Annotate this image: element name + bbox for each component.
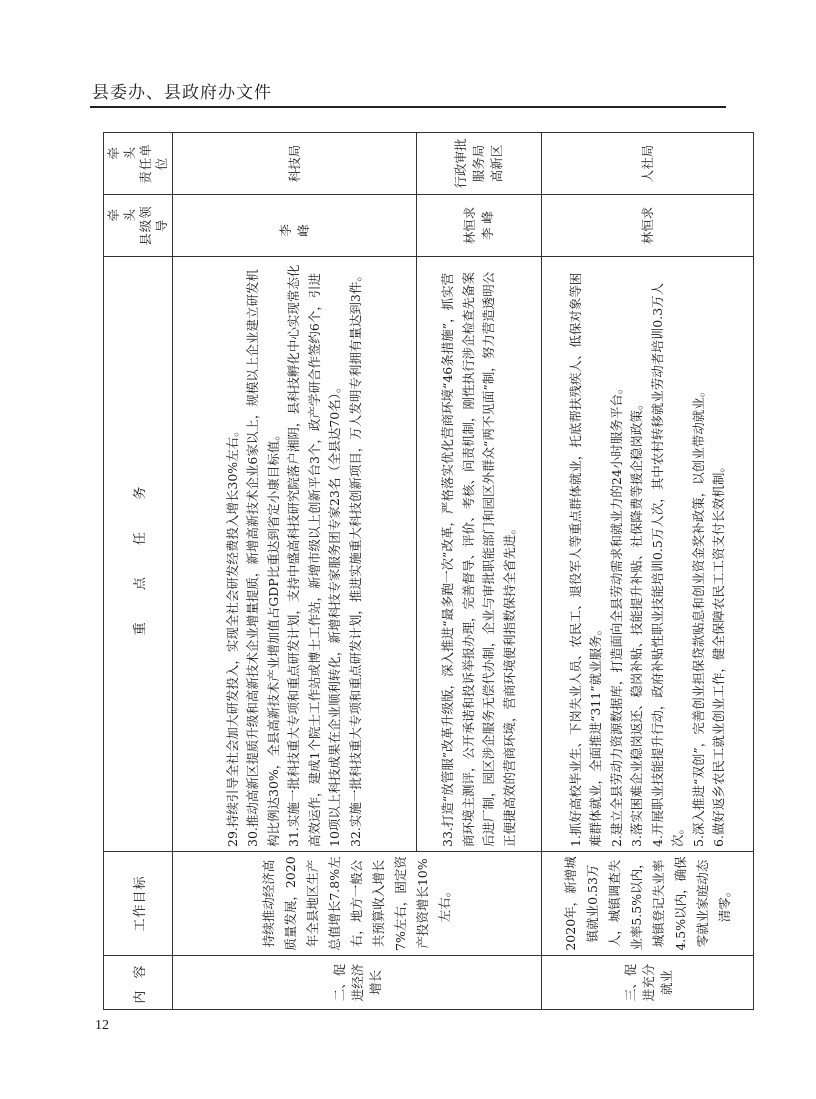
- header-unit-bottom: 责任单位: [138, 143, 169, 184]
- row-tasks: [173, 257, 417, 852]
- task-item: 4.开展职业技能提升行动，政府补贴性职业技能培训0.5万人次，其中农村转移就业劳动者培训0.3万人次。: [649, 282, 685, 847]
- row-content: 二、促进经济增长: [173, 956, 542, 1010]
- header-leader: [104, 195, 173, 257]
- task-item: 5.深入推进“双创”，完善创业担保贷款贴息和创业资金奖补政策，以创业带动就业。: [690, 384, 706, 847]
- task-table-container: [103, 132, 732, 1010]
- document-header: 县委办、县政府办文件: [92, 83, 272, 103]
- row-tasks: [417, 257, 542, 852]
- row-unit: 科技局: [173, 133, 417, 195]
- header-divider: [90, 106, 726, 108]
- row-leader: 林恒求 李 峰: [417, 195, 542, 257]
- row-content: 三、促进充分就业: [542, 956, 754, 1010]
- header-leader-bottom: 县级领导: [138, 205, 169, 246]
- page-number: 12: [95, 1018, 109, 1033]
- rotated-table: [103, 132, 732, 1010]
- row-goal: 2020年，新增城镇就业0.53万人，城镇调查失业率5.5%以内，城镇登记失业率4.5%以内，确保零就业家庭动态清零。: [542, 852, 754, 956]
- header-unit: [104, 133, 173, 195]
- task-item: 1.抓好高校毕业生、下岗失业人员、农民工、退役军人等重点群体就业，托底帮扶残疾人、低保对象等困难群体就业，全面推进“311”就业服务。: [567, 272, 603, 847]
- header-goal: 工作目标: [104, 852, 173, 956]
- task-item: 2.建立全县劳动力资源数据库，打造面向全县劳动需求和就业力的24小时服务平台。: [608, 381, 624, 847]
- table-row: [173, 133, 417, 1010]
- table-header-row: [104, 133, 173, 1010]
- row-goal: 持续推动经济高质量发展，2020年全县地区生产总值增长7.8%左右，地方一般公共预算收入增长7%左右，固定资产投资增长10%左右。: [173, 852, 542, 956]
- task-table: [103, 132, 754, 1010]
- task-item: 32.实施一批科技重大专项和重点研发计划，推进实施重大科技创新项目，万人发明专利拥有量达到3件。: [347, 269, 363, 847]
- table-row: [542, 133, 754, 1010]
- header-content: 内 容: [104, 956, 173, 1010]
- header-unit-top: 牵 头: [106, 137, 137, 160]
- header-task: 重 点 任 务: [104, 257, 173, 852]
- task-item: 30.推动高新区提质升级和高新技术企业增量提质，新增高新技术企业6家以上，规模以上企业建立研发机构比例达30%，全县高新技术产业增加值占GDP比重达到省定小康目标值。: [245, 269, 281, 847]
- row-unit: 行政审批服务局 高新区: [417, 133, 542, 195]
- task-item: 6.做好返乡农民工就业创业工作，健全保障农民工工资支付长效机制。: [711, 460, 726, 847]
- task-item: 3.落实困难企业稳岗返还、稳岗补贴、技能提升补贴、社保降费等援企稳岗政策。: [629, 397, 644, 847]
- row-leader: 李 峰: [173, 195, 417, 257]
- row-leader: 林恒求: [542, 195, 754, 257]
- row-unit: 人社局: [542, 133, 754, 195]
- task-item: 29.持续引导全社会加大研发投入，实现全社会研发经费投入增长30%左右。: [224, 424, 240, 847]
- header-leader-top: 牵 头: [106, 199, 137, 222]
- task-item: 33.打造“放管服”改革升级版，深入推进“最多跑一次”改革，严格落实优化营商环境“46条措施”，抓实营商环境主测评，公开承诺和投诉举报办理，完善督导、评价、考核、问责机制，刚性执行涉企检查先备案后进厂制，园区涉企服务无偿代办制，企业与审批职能部门和园区外群众“两不见面”制，努力营造透明公正便捷高效的营商环境，营商环境便利指数保持全省先进。: [440, 271, 517, 847]
- row-tasks: [542, 257, 754, 852]
- task-item: 31.实施一批科技重大专项和重点研发计划，支持中盛高科技研究院落户湘阴，县科技孵化中心实现常态化高效运作，建成1个院士工作站或博士工作站，新增市级以上创新平台3个，政产学研合作签约6个，引进10项以上科技成果在企业顺利转化，新增科技专家服务团专家23名（全县达70名）。: [286, 264, 343, 847]
